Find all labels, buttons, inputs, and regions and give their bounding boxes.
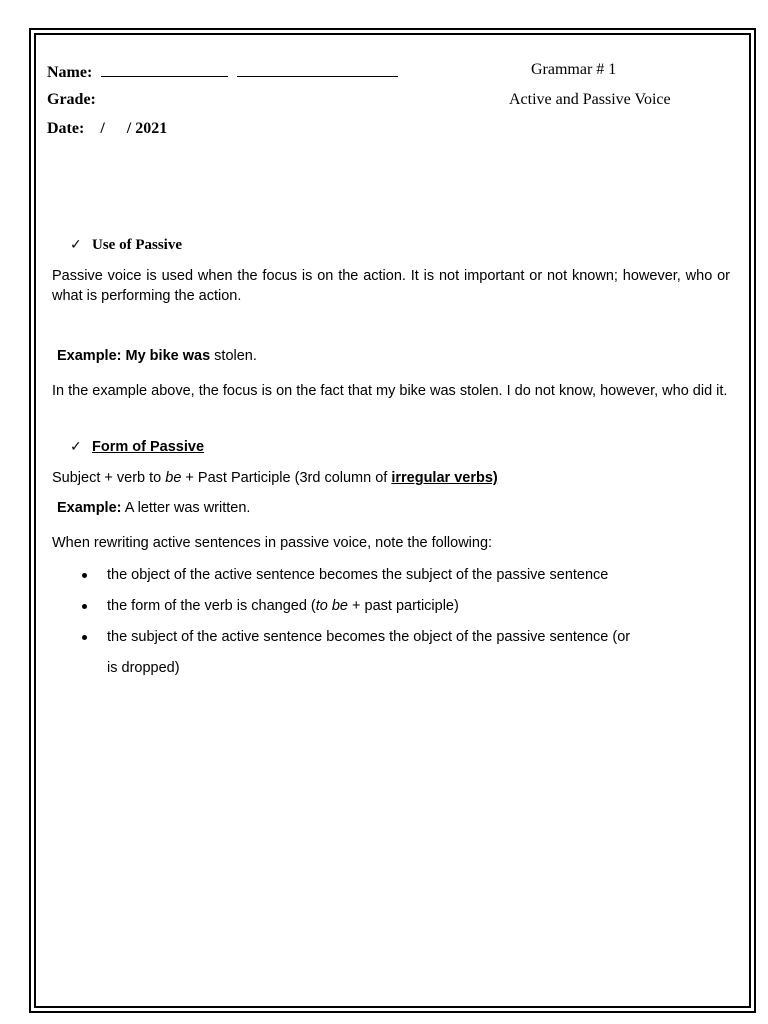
bullet-icon	[82, 604, 87, 609]
form-example	[57, 498, 250, 518]
grade-label: Grade:	[47, 91, 96, 108]
heading-text: Use of Passive	[92, 237, 182, 253]
date-separator-2: /	[126, 120, 132, 137]
worksheet-number: Grammar # 1	[531, 61, 617, 78]
formula-be: be	[165, 470, 182, 486]
page-border-inner	[34, 33, 751, 1008]
name-row	[47, 62, 398, 82]
bullet-icon	[82, 635, 87, 640]
form-intro: When rewriting active sentences in passive voice, note the following:	[52, 535, 493, 551]
example-bold: My bike was	[125, 348, 211, 364]
formula-pre: Subject + verb to	[52, 470, 162, 486]
checkmark-icon: ✓	[70, 439, 82, 455]
list-item	[52, 591, 722, 622]
bullet-tail: + past participle)	[352, 598, 459, 614]
date-year: 2021	[135, 120, 168, 137]
rules-list	[52, 560, 722, 684]
irregular-verbs-link[interactable]: irregular verbs)	[391, 470, 498, 486]
example-label: Example:	[57, 348, 122, 364]
formula-mid: + Past Participle (3rd column of	[185, 470, 388, 486]
use-paragraph: Passive voice is used when the focus is on the action. It is not important or not known; however, who or what is performing the action.	[52, 268, 730, 304]
example-rest: stolen.	[214, 348, 257, 364]
list-item	[52, 622, 722, 684]
first-name-blank	[101, 62, 228, 77]
list-item	[52, 560, 722, 591]
bullet-continuation: is dropped)	[107, 660, 180, 676]
form-formula	[52, 468, 498, 488]
example-label: Example:	[57, 500, 122, 516]
name-label: Name:	[47, 64, 93, 81]
example-text: A letter was written.	[124, 500, 251, 516]
bullet-italic: to be	[315, 598, 348, 614]
date-row	[47, 120, 167, 138]
heading-text: Form of Passive	[92, 439, 205, 455]
bullet-text: the subject of the active sentence becomes the object of the passive sentence (or	[107, 629, 631, 645]
worksheet-title: Active and Passive Voice	[509, 91, 671, 108]
use-example	[57, 346, 257, 366]
checkmark-icon: ✓	[70, 237, 82, 253]
use-of-passive-heading	[70, 237, 182, 254]
form-of-passive-heading	[70, 439, 204, 456]
date-separator-1: /	[100, 120, 105, 137]
use-explanation: In the example above, the focus is on the fact that my bike was stolen. I do not know, however, who did it.	[52, 383, 728, 399]
last-name-blank	[237, 62, 398, 77]
bullet-icon	[82, 573, 87, 578]
date-label: Date:	[47, 120, 85, 137]
bullet-text: the form of the verb is changed (	[107, 598, 316, 614]
bullet-text: the object of the active sentence becomes the subject of the passive sentence	[107, 567, 609, 583]
